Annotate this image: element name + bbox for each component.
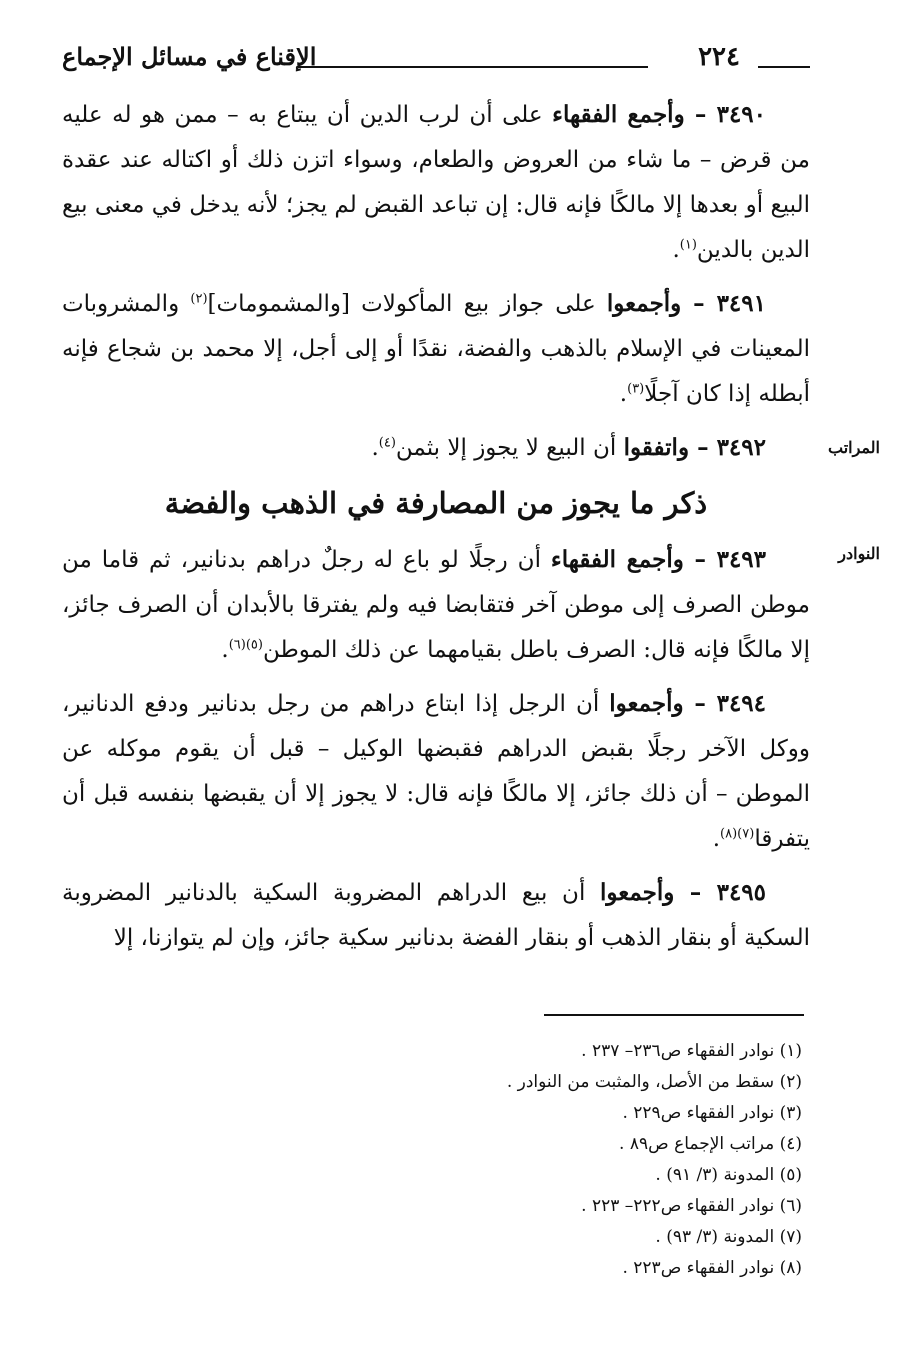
footnote-separator [544,1014,804,1016]
paragraph-end: . [221,637,229,663]
page-number: ٢٢٤ [698,42,740,72]
paragraph-text: أن الرجل إذا ابتاع دراهم من رجل بدنانير ودفع الدنانير، ووكل الآخر رجلًا بقبض الدراهم فقبضها الوكيل – قبل أن يقوم موكله عن الموطن – أن ذلك جائز، إلا مالكًا فإنه قال: لا يجوز إلا أن يقبضها بنفسه قبل أن يتفرقا [62,691,810,852]
footnote-2: (٢) سقط من الأصل، والمثبت من النوادر . [506,1072,802,1092]
paragraph-number: ٣٤٩٣ [716,546,767,573]
paragraph-number: ٣٤٩٥ [716,879,767,906]
paragraph-lead: واتفقوا [623,434,690,461]
paragraph-3491 [62,281,810,417]
header-rule-right [758,66,810,68]
footnote-ref: (٤) [378,435,396,451]
footnote-ref: (٢) [190,291,208,307]
paragraph-dash: – [683,546,717,573]
paragraph-lead: وأجمعوا [600,879,675,906]
paragraph-text: على أن لرب الدين أن يبتاع به – ممن هو له عليه من قرض – ما شاء من العروض والطعام، وسواء اتزن ذلك أو اكتاله عند عقدة البيع أو بعدها إلا مالكًا فإنه قال: إن تباعد القبض لم يجز؛ لأنه يدخل في معنى بيع الدين بالدين [62,102,810,263]
paragraph-number: ٣٤٩٤ [716,690,767,717]
paragraph-dash: – [681,290,717,317]
paragraph-3492 [62,425,810,471]
paragraph-end: . [371,435,379,461]
paragraph-end: . [672,237,680,263]
paragraph-3490 [62,92,810,273]
paragraph-3495 [62,870,810,961]
footnote-5: (٥) المدونة (٣/ ٩١) . [655,1165,802,1185]
paragraph-lead: وأجمع الفقهاء [550,546,684,573]
footnote-ref: (٧)(٨) [720,826,755,842]
paragraph-end: . [712,826,721,852]
footnote-6: (٦) نوادر الفقهاء ص٢٢٢– ٢٢٣ . [581,1196,802,1216]
footnote-ref: (٣) [627,381,645,397]
book-title: الإقناع في مسائل الإجماع [62,42,317,71]
paragraph-lead: وأجمعوا [606,290,682,317]
paragraph-end: . [619,381,628,407]
paragraph-number: ٣٤٩٠ [716,101,767,128]
footnote-1: (١) نوادر الفقهاء ص٢٣٦– ٢٣٧ . [581,1041,802,1061]
section-heading: ذكر ما يجوز من المصارفة في الذهب والفضة [164,486,708,520]
header-rule-middle [298,66,648,68]
paragraph-dash: – [689,434,717,461]
paragraph-number: ٣٤٩٢ [716,434,766,461]
paragraph-number: ٣٤٩١ [716,290,766,317]
margin-note-nawadir: النوادر [838,544,880,563]
footnote-3: (٣) نوادر الفقهاء ص٢٢٩ . [622,1103,802,1123]
footnote-ref: (٥)(٦) [228,637,263,653]
page-header [62,40,810,88]
footnote-ref: (١) [679,237,697,253]
paragraph-3493 [62,537,810,673]
paragraph-text: أن البيع لا يجوز إلا بثمن [395,435,624,461]
paragraph-text: أن بيع الدراهم المضروبة السكية بالدنانير المضروبة السكية أو بنقار الذهب أو بنقار الفضة بدنانير سكية جائز، وإن لم يتوازنا، إلا [62,880,810,951]
footnote-7: (٧) المدونة (٣/ ٩٣) . [655,1227,802,1247]
paragraph-3494 [62,681,810,862]
paragraph-lead: وأجمعوا [609,690,684,717]
footnotes-list [202,1036,802,1284]
footnote-4: (٤) مراتب الإجماع ص٨٩ . [619,1134,802,1154]
main-text [62,92,810,969]
paragraph-text: على جواز بيع المأكولات [والمشمومات] [207,291,607,317]
paragraph-dash: – [674,879,717,906]
paragraph-dash: – [684,101,717,128]
margin-note-maratib: المراتب [827,438,880,457]
paragraph-lead: وأجمع الفقهاء [552,101,685,128]
paragraph-text-continued: والمشروبات المعينات في الإسلام بالذهب والفضة، نقدًا أو إلى أجل، إلا محمد بن شجاع فإنه أبطله إذا كان آجلًا [62,291,810,407]
paragraph-dash: – [683,690,717,717]
footnote-8: (٨) نوادر الفقهاء ص٢٢٣ . [622,1258,802,1278]
paragraph-text: أن رجلًا لو باع له رجلٌ دراهم بدنانير، ثم قاما من موطن الصرف إلى موطن آخر فتقابضا فيه ولم يفترقا بالأبدان أن الصرف جائز، إلا مالكًا فإنه قال: الصرف باطل بقيامهما عن ذلك الموطن [62,547,810,663]
